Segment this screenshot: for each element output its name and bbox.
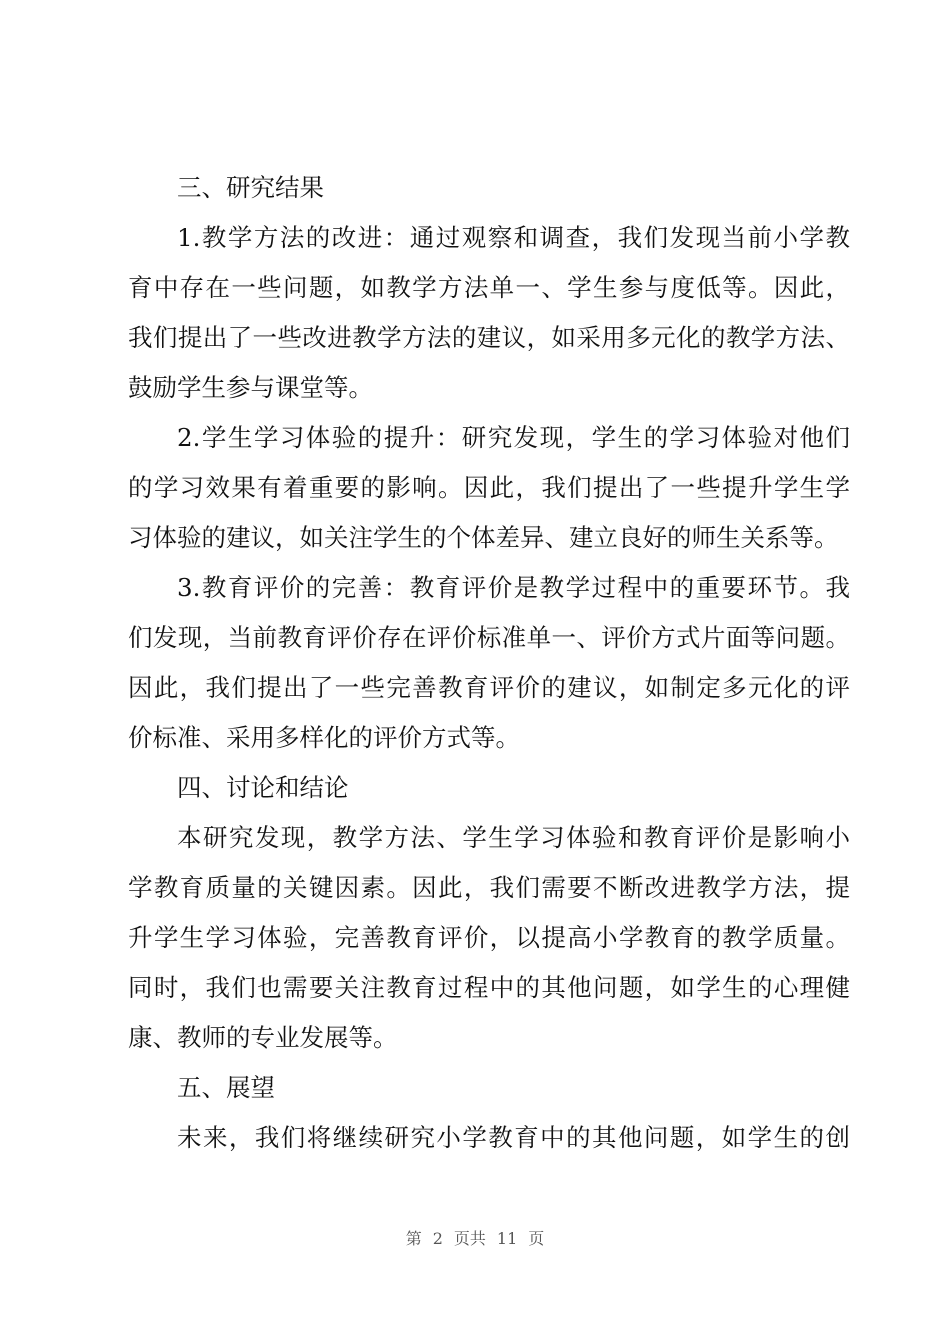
paragraph-line: 3.教育评价的完善：教育评价是教学过程中的重要环节。我 (177, 573, 850, 602)
section-heading-discussion: 四、讨论和结论 (177, 773, 349, 802)
page-footer (0, 1226, 950, 1249)
paragraph-line: 升学生学习体验，完善教育评价，以提高小学教育的教学质量。 (128, 923, 850, 952)
paragraph-line: 育中存在一些问题，如教学方法单一、学生参与度低等。因此， (128, 273, 850, 302)
paragraph-line: 因此，我们提出了一些完善教育评价的建议，如制定多元化的评 (128, 673, 850, 702)
footer-total-pages: 11 (496, 1229, 518, 1248)
paragraph-line: 2.学生学习体验的提升：研究发现，学生的学习体验对他们 (177, 423, 850, 452)
footer-suffix: 页 (528, 1229, 545, 1248)
footer-middle: 页共 (453, 1229, 486, 1248)
paragraph-line: 们发现，当前教育评价存在评价标准单一、评价方式片面等问题。 (128, 623, 850, 652)
paragraph-line: 学教育质量的关键因素。因此，我们需要不断改进教学方法，提 (128, 873, 850, 902)
paragraph-line: 我们提出了一些改进教学方法的建议，如采用多元化的教学方法、 (128, 323, 850, 352)
footer-prefix: 第 (405, 1229, 422, 1248)
paragraph-line: 本研究发现，教学方法、学生学习体验和教育评价是影响小 (177, 823, 850, 852)
document-body (128, 163, 850, 1163)
paragraph-line: 鼓励学生参与课堂等。 (128, 373, 373, 402)
footer-current-page: 2 (432, 1229, 443, 1248)
section-heading-outlook: 五、展望 (177, 1073, 275, 1102)
section-heading-results: 三、研究结果 (177, 173, 324, 202)
paragraph-line: 习体验的建议，如关注学生的个体差异、建立良好的师生关系等。 (128, 523, 839, 552)
paragraph-line: 同时，我们也需要关注教育过程中的其他问题，如学生的心理健 (128, 973, 850, 1002)
paragraph-line: 康、教师的专业发展等。 (128, 1023, 398, 1052)
paragraph-line: 未来，我们将继续研究小学教育中的其他问题，如学生的创 (177, 1123, 850, 1152)
paragraph-line: 1.教学方法的改进：通过观察和调查，我们发现当前小学教 (177, 223, 850, 252)
paragraph-line: 的学习效果有着重要的影响。因此，我们提出了一些提升学生学 (128, 473, 850, 502)
paragraph-line: 价标准、采用多样化的评价方式等。 (128, 723, 520, 752)
